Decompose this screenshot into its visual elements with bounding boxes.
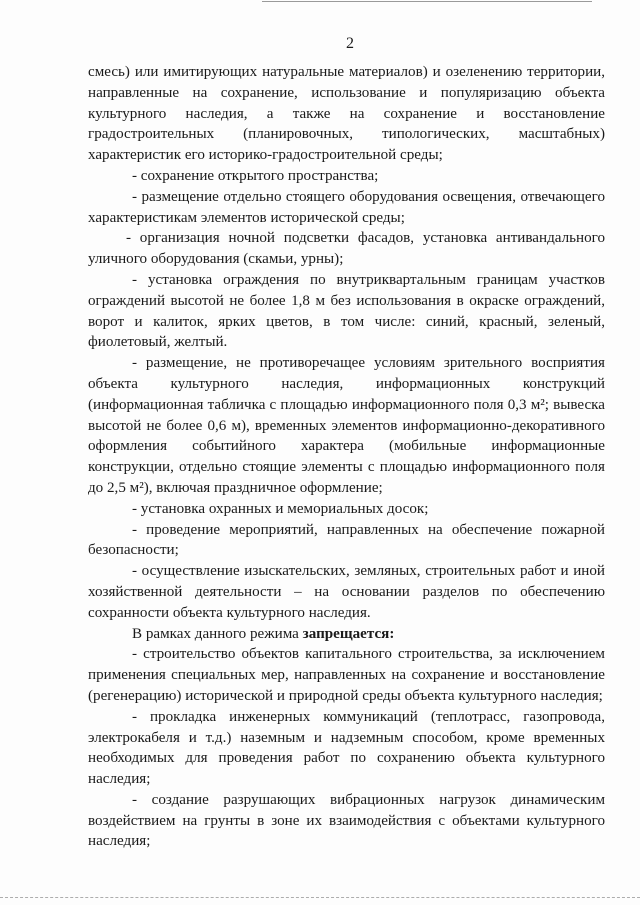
forbidden-item-construction: - строительство объектов капитального строительства, за исключением применения специальных мер, направленных на сохранение и восстановление (регенерацию) исторической и природной среды объекта культурного наследия;	[88, 646, 605, 704]
paragraph-continuation: смесь) или имитирующих натуральные материалов) и озеленению территории, направленные на сохранение, использование и популяризацию объекта культурного наследия, а также на сохранение и восстановление градостроительных (планировочных, типологических, масштабных) характеристик его историко-градостроительной среды;	[88, 64, 605, 164]
list-item-fencing: - установка ограждения по внутриквартальным границам участков ограждений высотой не более 1,8 м без использования в окраске ограждений, ворот и калиток, ярких цветов, в том числе: синий, красный, зеленый, фиолетовый, желтый.	[88, 271, 605, 351]
list-item-night-lighting: - организация ночной подсветки фасадов, установка антивандального уличного оборудования (скамьи, урны);	[88, 230, 605, 268]
page-number: 2	[346, 35, 354, 52]
forbidden-item-utilities: - прокладка инженерных коммуникаций (теплотрасс, газопровода, электрокабеля и т.д.) наземным и надземным способом, кроме временных необходимых для проведения работ по сохранению объекта культурного наследия;	[88, 708, 605, 788]
list-item-fire-safety: - проведение мероприятий, направленных на обеспечение пожарной безопасности;	[88, 521, 605, 559]
list-item-earthworks: - осуществление изыскательских, земляных, строительных работ и иной хозяйственной деятельности – на основании разделов по обеспечению сохранности объекта культурного наследия.	[88, 563, 605, 621]
regime-intro: В рамках данного режима	[132, 625, 303, 642]
document-body	[88, 62, 605, 852]
list-item-open-space: - сохранение открытого пространства;	[132, 167, 379, 184]
list-item-info-constructions: - размещение, не противоречащее условиям зрительного восприятия объекта культурного наследия, информационных конструкций (информационная табличка с площадью информационного поля 0,3 м²; вывеска высотой не более 0,6 м), временных элементов информационно-декоративного оформления событийного характера (мобильные информационные конструкции, отдельно стоящие элементы с площадью информационного поля до 2,5 м²), включая праздничное оформление;	[88, 355, 605, 496]
forbidden-item-vibration: - создание разрушающих вибрационных нагрузок динамическим воздействием на грунты в зоне их взаимодействия с объектами культурного наследия;	[88, 791, 605, 850]
regime-forbidden: запрещается:	[302, 625, 395, 642]
list-item-memorial-plaques: - установка охранных и мемориальных досок;	[132, 500, 429, 517]
list-item-lighting: - размещение отдельно стоящего оборудования освещения, отвечающего характеристикам элементов исторической среды;	[88, 188, 605, 226]
top-scan-line	[262, 1, 592, 2]
bottom-scan-line	[0, 897, 640, 898]
regime-heading	[88, 624, 605, 645]
